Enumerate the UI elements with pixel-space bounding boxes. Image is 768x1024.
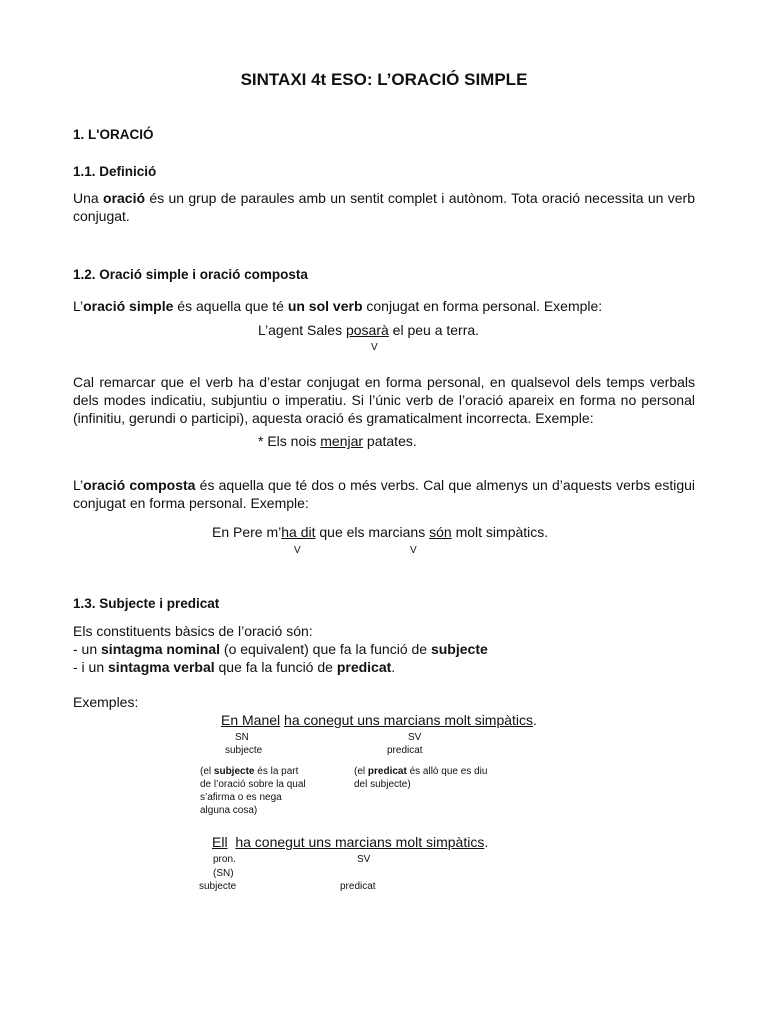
document-title: SINTAXI 4t ESO: L’ORACIÓ SIMPLE bbox=[240, 70, 528, 89]
verb-mark: V bbox=[371, 342, 378, 353]
example-compound-sentence: En Pere m’ha dit que els marcians són molt simpàtics. bbox=[212, 524, 549, 540]
section-heading-1-1: 1.1. Definició bbox=[73, 164, 157, 179]
verb-mark: V bbox=[410, 545, 417, 556]
predicate-label: predicat bbox=[340, 881, 376, 892]
predicate-label: predicat bbox=[387, 745, 423, 756]
sv-label: SV bbox=[408, 732, 422, 743]
subject-label: subjecte bbox=[199, 881, 237, 892]
constituents-intro: Els constituents bàsics de l’oració són: bbox=[73, 623, 313, 639]
verb: són bbox=[429, 524, 452, 540]
simple-sentence-paragraph: L’oració simple és aquella que té un sol verb conjugat en forma personal. Exemple: bbox=[73, 298, 603, 314]
sn-label: SN bbox=[235, 732, 249, 743]
subject-phrase: Ell bbox=[212, 834, 228, 850]
predicate-phrase: ha conegut uns marcians molt simpàtics bbox=[284, 712, 534, 728]
example-sentence-b: Ell ha conegut uns marcians molt simpàtics. bbox=[212, 834, 489, 850]
pronoun-label: pron. bbox=[213, 854, 236, 865]
sn-label: (SN) bbox=[213, 868, 234, 879]
verb: menjar bbox=[320, 433, 364, 449]
example-simple-sentence: L’agent Sales posarà el peu a terra. bbox=[258, 322, 480, 338]
subject-phrase: En Manel bbox=[221, 712, 281, 728]
section-heading-1: 1. L'ORACIÓ bbox=[73, 127, 154, 142]
predicate-phrase: ha conegut uns marcians molt simpàtics bbox=[235, 834, 485, 850]
subject-label: subjecte bbox=[225, 745, 263, 756]
section-heading-1-2: 1.2. Oració simple i oració composta bbox=[73, 267, 308, 282]
sv-label: SV bbox=[357, 854, 371, 865]
example-incorrect-sentence: * Els nois menjar patates. bbox=[258, 433, 417, 449]
verb: posarà bbox=[345, 322, 389, 338]
constituent-item: - i un sintagma verbal que fa la funció de predicat. bbox=[73, 659, 396, 675]
constituent-item: - un sintagma nominal (o equivalent) que fa la funció de subjecte bbox=[73, 641, 488, 657]
compound-sentence-paragraph: L’oració composta és aquella que té dos o més verbs. Cal que almenys un d’aquests verbs estigui conjugat en forma personal. Exemple: bbox=[73, 477, 696, 511]
verb-mark: V bbox=[294, 545, 301, 556]
definition-paragraph: Una oració és un grup de paraules amb un sentit complet i autònom. Tota oració necessita un verb conjugat. bbox=[73, 190, 695, 224]
verb: ha dit bbox=[281, 524, 316, 540]
predicate-note: (el predicat és allò que es diu del subjecte) bbox=[354, 766, 488, 790]
subject-note: (el subjecte és la part de l’oració sobre la qual s’afirma o es nega alguna cosa) bbox=[200, 766, 306, 816]
conjugation-paragraph: Cal remarcar que el verb ha d’estar conjugat en forma personal, en qualsevol dels temps verbals dels modes indicatiu, subjuntiu o imperatiu. Si l’únic verb de l’oració apareix en forma no personal (infinitiu, gerundi o participi), aquesta oració és gramaticalment incorrecta. Exemple: bbox=[73, 374, 695, 426]
example-sentence-a: En Manel ha conegut uns marcians molt simpàtics. bbox=[221, 712, 537, 728]
section-heading-1-3: 1.3. Subjecte i predicat bbox=[73, 596, 220, 611]
examples-label: Exemples: bbox=[73, 694, 139, 710]
